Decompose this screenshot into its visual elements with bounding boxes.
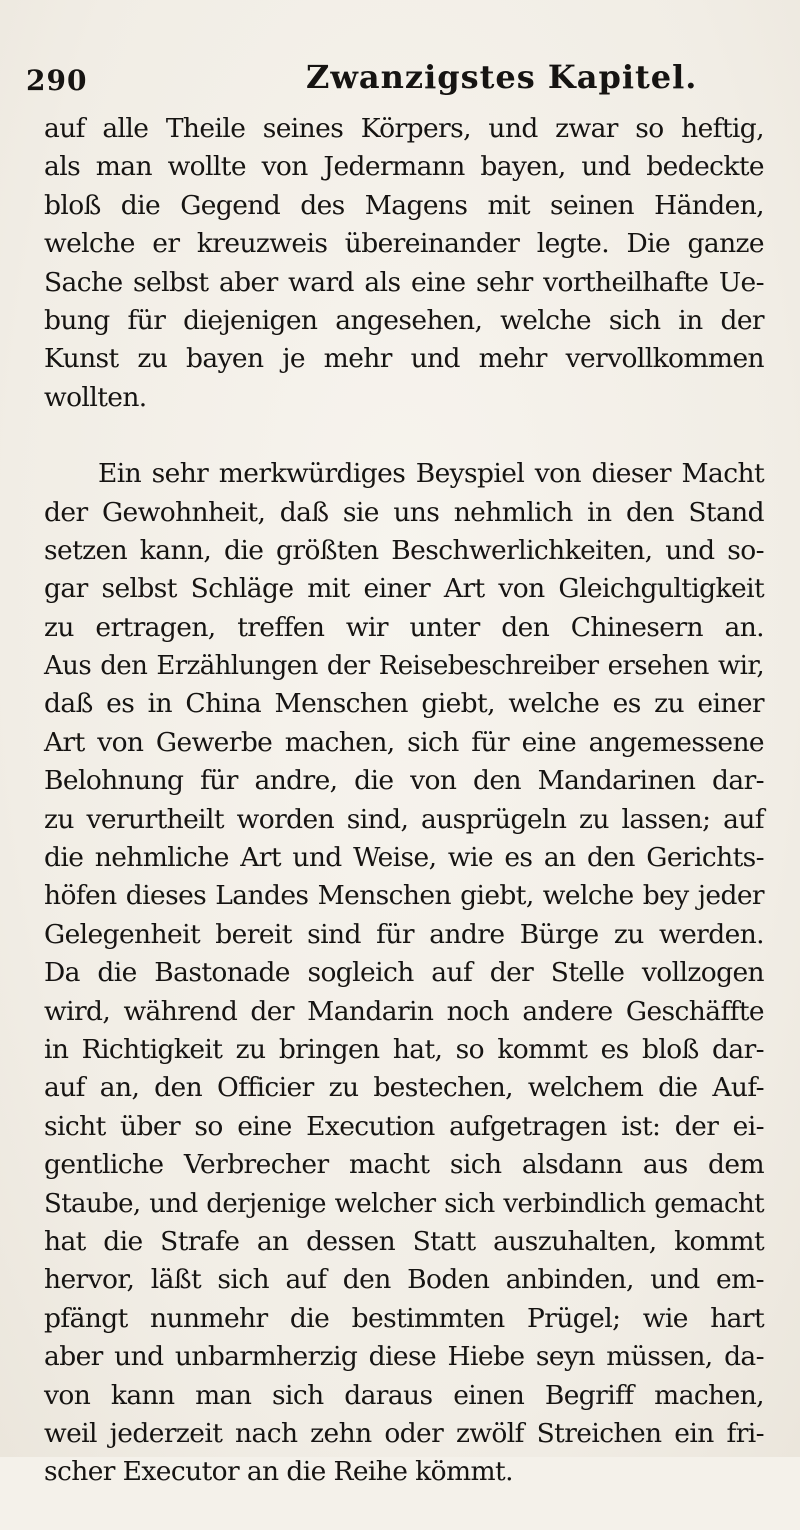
text-line: setzen kann, die größten Beschwerlichkeiten, und so- bbox=[44, 534, 764, 566]
text-line: bloß die Gegend des Magens mit seinen Händen, bbox=[44, 189, 764, 221]
text-line: der Gewohnheit, daß sie uns nehmlich in den Stand bbox=[44, 496, 764, 528]
text-line: von kann man sich daraus einen Begriff machen, bbox=[44, 1379, 764, 1411]
text-line: auf alle Theile seines Körpers, und zwar so heftig, bbox=[44, 113, 764, 144]
text-line: Aus den Erzählungen der Reisebeschreiber ersehen wir, bbox=[44, 651, 764, 682]
text-line: Art von Gewerbe machen, sich für eine angemessene bbox=[44, 726, 764, 758]
text-line: gar selbst Schläge mit einer Art von Gleichgultigkeit bbox=[44, 573, 764, 605]
text-line: höfen dieses Landes Menschen giebt, welche bey jeder bbox=[44, 880, 764, 912]
text-line: gentliche Verbrecher macht sich alsdann aus dem bbox=[44, 1149, 764, 1181]
text-line: die nehmliche Art und Weise, wie es an den Gerichts- bbox=[44, 842, 764, 874]
text-line: auf an, den Officier zu bestechen, welchem die Auf- bbox=[44, 1072, 764, 1104]
text-line: bung für diejenigen angesehen, welche sich in der bbox=[44, 304, 764, 336]
text-line: Gelegenheit bereit sind für andre Bürge zu werden. bbox=[44, 918, 764, 950]
text-line: Staube, und derjenige welcher sich verbindlich gemacht bbox=[44, 1188, 764, 1219]
text-line: als man wollte von Jedermann bayen, und bedeckte bbox=[44, 151, 764, 183]
text-line: wird, während der Mandarin noch andere Geschäffte bbox=[44, 995, 764, 1027]
text-line: wollten. bbox=[44, 381, 147, 413]
page-number: 290 bbox=[26, 64, 88, 97]
text-line: zu ertragen, treffen wir unter den Chinesern an. bbox=[44, 611, 764, 643]
text-line: hat die Strafe an dessen Statt auszuhalten, kommt bbox=[44, 1225, 764, 1257]
text-line: Sache selbst aber ward als eine sehr vortheilhafte Ue- bbox=[44, 266, 764, 298]
text-line: Ein sehr merkwürdiges Beyspiel von dieser Macht bbox=[98, 458, 764, 490]
text-line: pfängt nunmehr die bestimmten Prügel; wie hart bbox=[44, 1302, 764, 1334]
text-line: Da die Bastonade sogleich auf der Stelle vollzogen bbox=[44, 957, 764, 989]
text-line: Kunst zu bayen je mehr und mehr vervollkommen bbox=[44, 343, 764, 375]
text-line: scher Executor an die Reihe kömmt. bbox=[44, 1456, 513, 1488]
text-line: Belohnung für andre, die von den Mandarinen dar- bbox=[44, 765, 764, 797]
text-line: zu verurtheilt worden sind, ausprügeln zu lassen; auf bbox=[44, 803, 764, 835]
page-header bbox=[26, 58, 766, 98]
text-line: hervor, läßt sich auf den Boden anbinden, und em- bbox=[44, 1264, 764, 1296]
body-text bbox=[44, 110, 764, 1530]
text-line: aber und unbarmherzig diese Hiebe seyn müssen, da- bbox=[44, 1341, 764, 1373]
text-line: welche er kreuzweis übereinander legte. Die ganze bbox=[44, 228, 764, 260]
text-line: daß es in China Menschen giebt, welche es zu einer bbox=[44, 688, 764, 720]
text-line: weil jederzeit nach zehn oder zwölf Streichen ein fri- bbox=[44, 1417, 764, 1449]
running-title: Zwanzigstes Kapitel. bbox=[306, 58, 698, 96]
paragraph bbox=[44, 110, 764, 417]
paragraph bbox=[44, 455, 764, 1492]
text-line: in Richtigkeit zu bringen hat, so kommt es bloß dar- bbox=[44, 1033, 764, 1065]
text-line: sicht über so eine Execution aufgetragen ist: der ei- bbox=[44, 1110, 764, 1142]
